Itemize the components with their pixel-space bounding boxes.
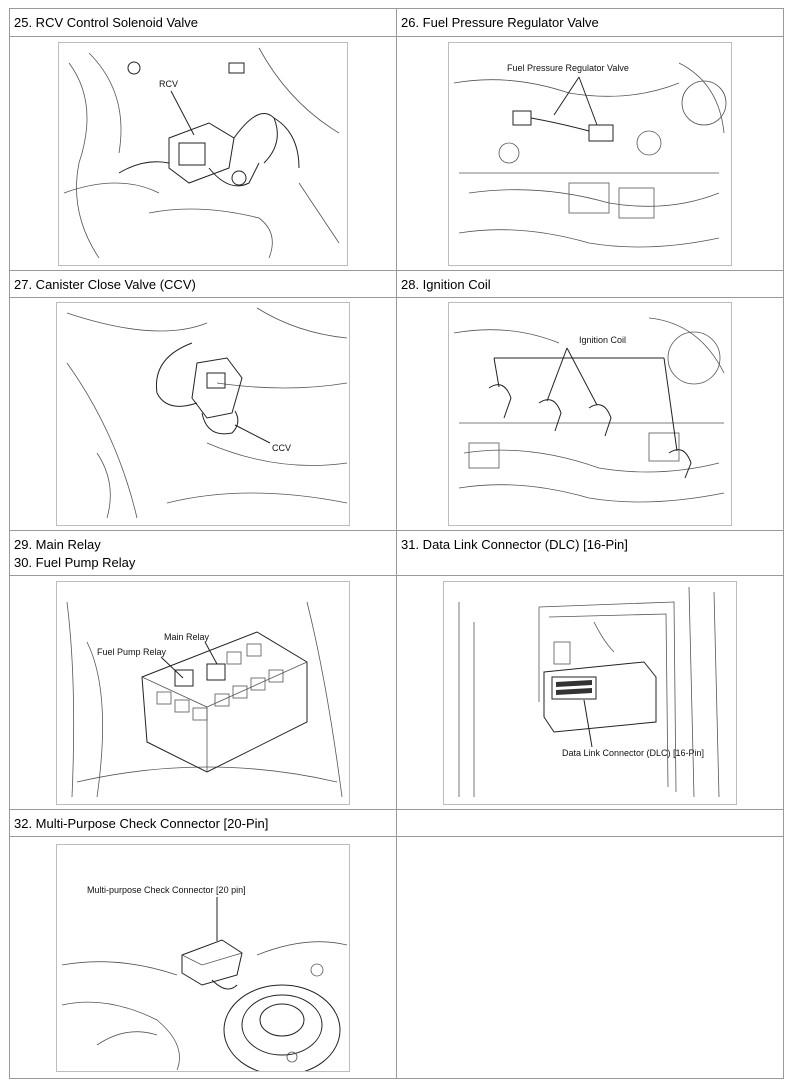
section-header-25	[9, 8, 397, 37]
section-title: 31. Data Link Connector (DLC) [16-Pin]	[401, 537, 628, 552]
callout-label: RCV	[159, 78, 179, 89]
section-title: 28. Ignition Coil	[401, 277, 491, 292]
section-header-27	[9, 271, 397, 298]
table-row	[9, 576, 784, 810]
component-table	[9, 8, 784, 1079]
callout-label: Fuel Pressure Regulator Valve	[507, 62, 629, 73]
callout-label: CCV	[272, 443, 292, 453]
table-row	[9, 837, 784, 1079]
section-title-line: 30. Fuel Pump Relay	[14, 555, 136, 570]
section-header-32	[9, 810, 397, 837]
figure-cell-27	[9, 298, 397, 531]
callout-label: Multi-purpose Check Connector [20 pin]	[87, 884, 246, 895]
empty-header-cell	[397, 810, 784, 837]
table-row	[9, 531, 784, 576]
fuel-pressure-regulator-illustration	[448, 42, 732, 266]
table-row	[9, 271, 784, 298]
section-title: 27. Canister Close Valve (CCV)	[14, 277, 196, 292]
callout-label: Data Link Connector (DLC) [16-Pin]	[562, 747, 705, 758]
section-header-28	[397, 271, 784, 298]
figure-cell-31	[397, 576, 784, 810]
section-title-line: 29. Main Relay	[14, 537, 101, 552]
table-row	[9, 8, 784, 37]
section-title: 25. RCV Control Solenoid Valve	[14, 15, 199, 30]
callout-label: Ignition Coil	[579, 335, 627, 345]
figure-cell-25	[9, 37, 397, 271]
section-header-31	[397, 531, 784, 576]
ignition-coil-illustration	[448, 302, 732, 526]
table-row	[9, 298, 784, 531]
dlc-illustration	[443, 581, 737, 805]
figure-cell-29-30	[9, 576, 397, 810]
section-header-26	[397, 8, 784, 37]
figure-cell-28	[397, 298, 784, 531]
callout-label: Main Relay	[164, 631, 210, 642]
ccv-illustration	[56, 302, 350, 526]
table-row	[9, 37, 784, 271]
section-header-29-30	[9, 531, 397, 576]
table-row	[9, 810, 784, 837]
relay-box-illustration	[56, 581, 350, 805]
empty-figure-cell	[397, 837, 784, 1079]
figure-cell-26	[397, 37, 784, 271]
section-title: 26. Fuel Pressure Regulator Valve	[401, 15, 599, 30]
rcv-illustration	[58, 42, 348, 266]
callout-label: Fuel Pump Relay	[97, 646, 167, 657]
section-title: 32. Multi-Purpose Check Connector [20-Pin]	[14, 816, 269, 831]
multi-purpose-connector-illustration	[56, 844, 350, 1072]
figure-cell-32	[9, 837, 397, 1079]
